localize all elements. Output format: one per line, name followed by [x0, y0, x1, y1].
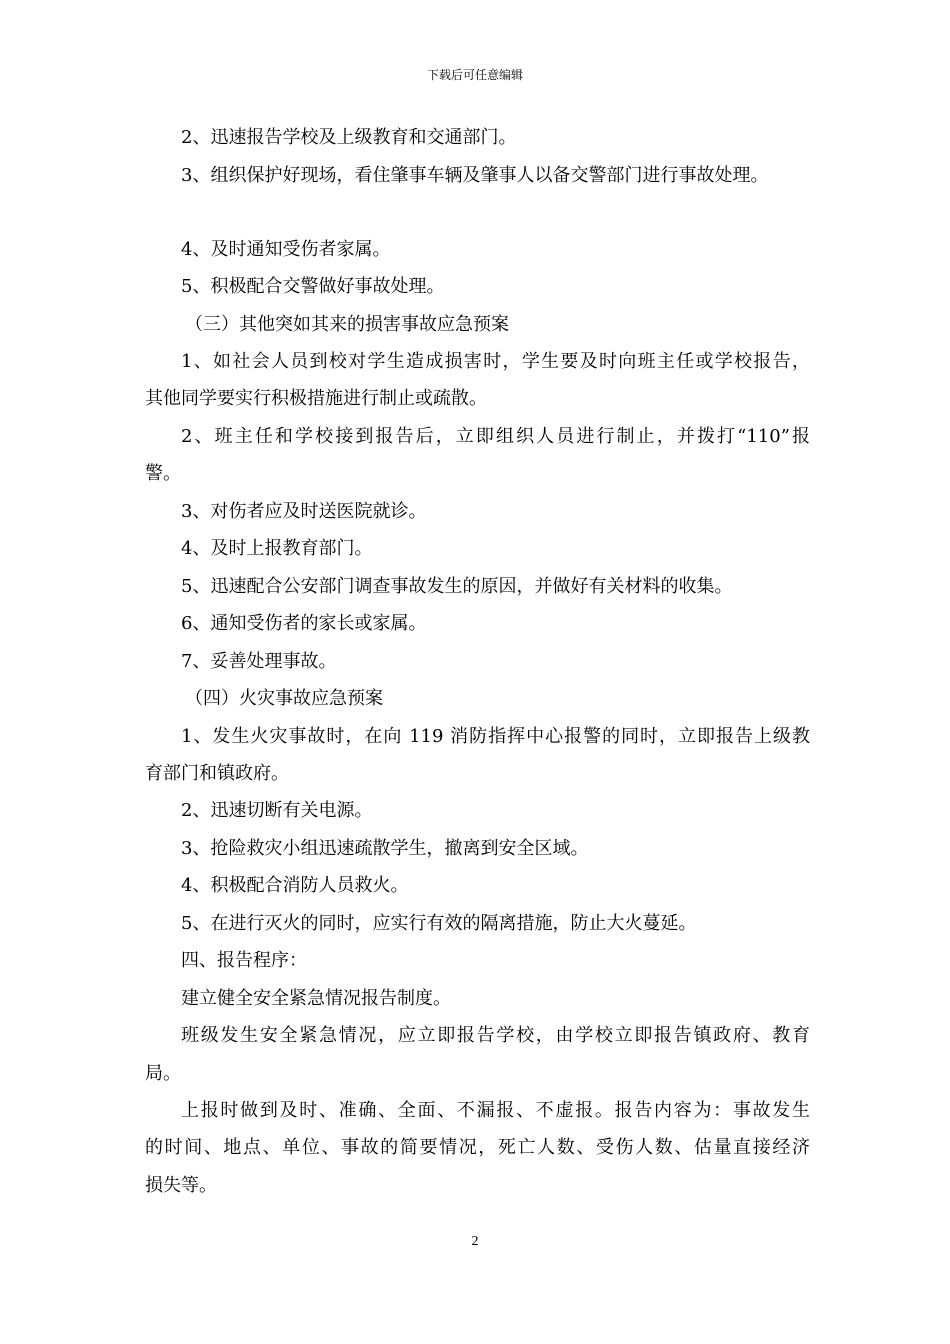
- header-note: 下载后可任意编辑: [426, 68, 523, 82]
- paragraph-line: 2、迅速切断有关电源。: [181, 800, 373, 821]
- paragraph-line: 育部门和镇政府。: [145, 763, 289, 784]
- paragraph-line: 上报时做到及时、准确、全面、不漏报、不虚报。报告内容为：事故发生: [181, 1100, 810, 1121]
- paragraph-line: 警。: [145, 463, 181, 484]
- section-heading: （三）其他突如其来的损害事故应急预案: [185, 314, 509, 335]
- paragraph-line: 3、组织保护好现场，看住肇事车辆及肇事人以备交警部门进行事故处理。: [181, 165, 769, 186]
- paragraph-line: 4、积极配合消防人员救火。: [181, 875, 409, 896]
- paragraph-line: 6、通知受伤者的家长或家属。: [181, 613, 427, 634]
- paragraph-line: 其他同学要实行积极措施进行制止或疏散。: [145, 388, 487, 409]
- section-heading: 四、报告程序：: [181, 950, 307, 971]
- paragraph-line: 1、发生火灾事故时，在向 119 消防指挥中心报警的同时，立即报告上级教: [181, 726, 810, 747]
- paragraph-line: 2、迅速报告学校及上级教育和交通部门。: [181, 127, 517, 148]
- paragraph-line: 5、积极配合交警做好事故处理。: [181, 276, 445, 297]
- paragraph-line: 损失等。: [145, 1175, 217, 1196]
- paragraph-line: 建立健全安全紧急情况报告制度。: [181, 988, 451, 1009]
- section-heading: （四）火灾事故应急预案: [185, 688, 383, 709]
- paragraph-line: 4、及时通知受伤者家属。: [181, 239, 391, 260]
- paragraph-line: 7、妥善处理事故。: [181, 651, 337, 672]
- paragraph-line: 4、及时上报教育部门。: [181, 538, 373, 559]
- paragraph-line: 班级发生安全紧急情况，应立即报告学校，由学校立即报告镇政府、教育: [181, 1025, 810, 1046]
- paragraph-line: 2、班主任和学校接到报告后，立即组织人员进行制止，并拨打“110”报: [181, 426, 810, 447]
- paragraph-line: 局。: [145, 1063, 181, 1084]
- paragraph-line: 3、抢险救灾小组迅速疏散学生，撤离到安全区域。: [181, 838, 589, 859]
- page-number: 2: [471, 1234, 479, 1249]
- paragraph-line: 5、迅速配合公安部门调查事故发生的原因，并做好有关材料的收集。: [181, 576, 733, 597]
- paragraph-line: 5、在进行灭火的同时，应实行有效的隔离措施，防止大火蔓延。: [181, 913, 697, 934]
- paragraph-line: 1、如社会人员到校对学生造成损害时，学生要及时向班主任或学校报告，: [181, 351, 810, 372]
- paragraph-line: 的时间、地点、单位、事故的简要情况，死亡人数、受伤人数、估量直接经济: [145, 1137, 810, 1158]
- paragraph-line: 3、对伤者应及时送医院就诊。: [181, 501, 427, 522]
